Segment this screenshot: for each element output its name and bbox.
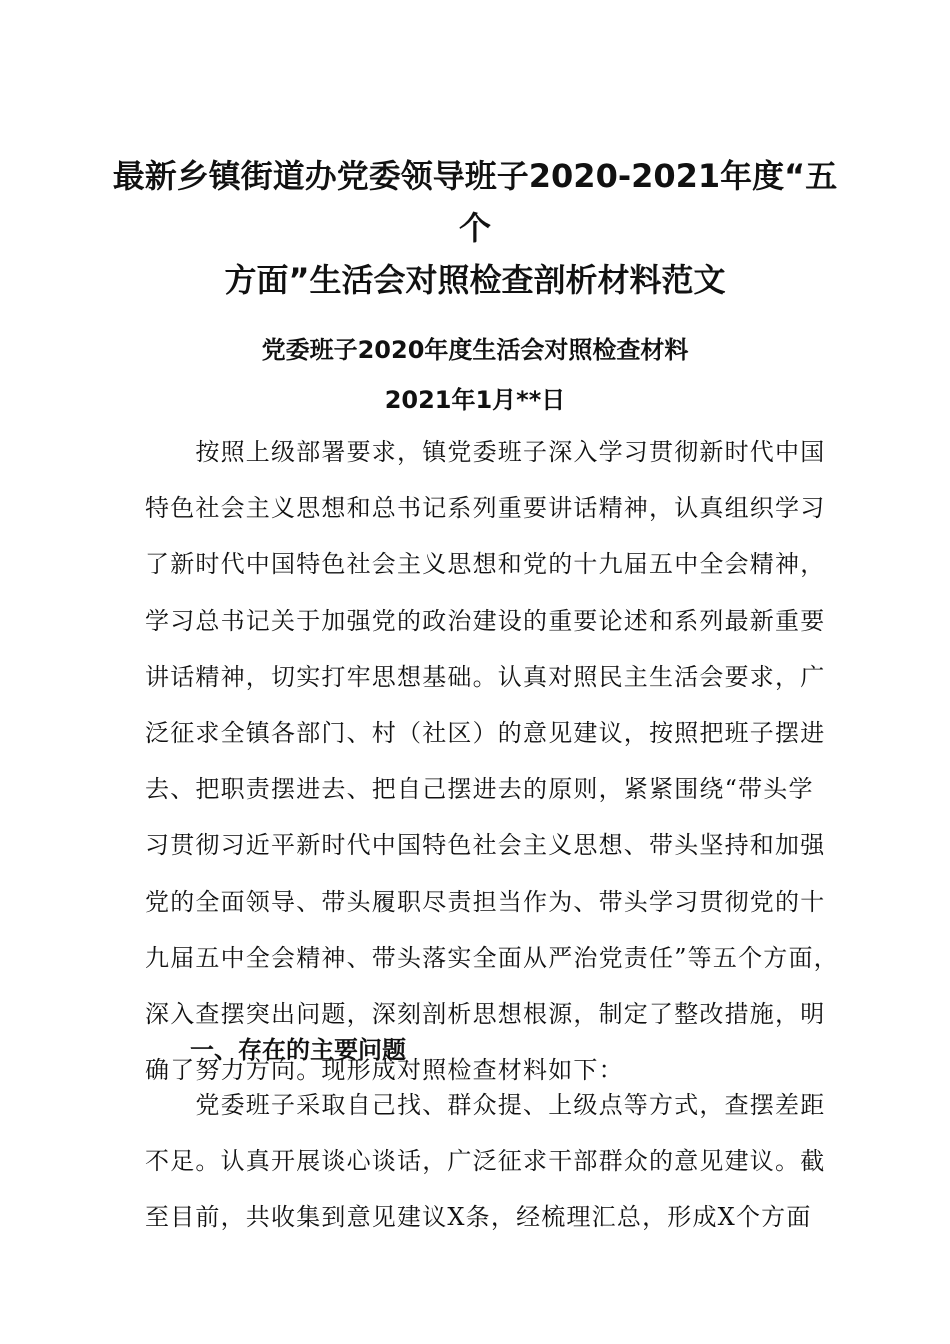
paragraph-line: 党委班子采取自己找、群众提、上级点等方式，查摆差距 [145, 1091, 826, 1119]
paragraph-line: 讲话精神，切实打牢思想基础。认真对照民主生活会要求，广 [145, 662, 826, 691]
document-title-line-2: 方面”生活会对照检查剖析材料范文 [224, 261, 726, 299]
paragraph-line: 特色社会主义思想和总书记系列重要讲话精神，认真组织学习 [145, 494, 826, 523]
paragraph-line: 学习总书记关于加强党的政治建设的重要论述和系列最新重要 [145, 606, 826, 635]
paragraph-line: 确了努力方向。现形成对照检查材料如下： [145, 1056, 624, 1085]
paragraph-line: 了新时代中国特色社会主义思想和党的十九届五中全会精神， [145, 550, 826, 579]
paragraph-line: 至目前，共收集到意见建议X条，经梳理汇总，形成X个方面 [145, 1203, 812, 1232]
document-date: 2021年1月**日 [384, 386, 566, 414]
paragraph-line: 九届五中全会精神、带头落实全面从严治党责任”等五个方面， [145, 943, 839, 972]
document-subtitle: 党委班子2020年度生活会对照检查材料 [261, 336, 689, 364]
paragraph-line: 按照上级部署要求，镇党委班子深入学习贯彻新时代中国 [145, 438, 826, 466]
paragraph-line: 习贯彻习近平新时代中国特色社会主义思想、带头坚持和加强 [145, 831, 826, 860]
paragraph-line: 深入查摆突出问题，深刻剖析思想根源，制定了整改措施，明 [145, 1000, 826, 1029]
document-title [100, 150, 850, 306]
intro-paragraph [145, 424, 839, 1098]
paragraph-line: 党的全面领导、带头履职尽责担当作为、带头学习贯彻党的十 [145, 887, 826, 916]
paragraph-line: 不足。认真开展谈心谈话，广泛征求干部群众的意见建议。截 [145, 1147, 826, 1176]
section-heading-1: 一、存在的主要问题 [190, 1036, 406, 1064]
document-title-line-1: 最新乡镇街道办党委领导班子2020-2021年度“五个 [112, 157, 838, 247]
paragraph-line: 泛征求全镇各部门、村（社区）的意见建议，按照把班子摆进 [145, 719, 826, 748]
paragraph-line: 去、把职责摆进去、把自己摆进去的原则，紧紧围绕“带头学 [145, 775, 814, 804]
problems-paragraph [145, 1077, 826, 1246]
